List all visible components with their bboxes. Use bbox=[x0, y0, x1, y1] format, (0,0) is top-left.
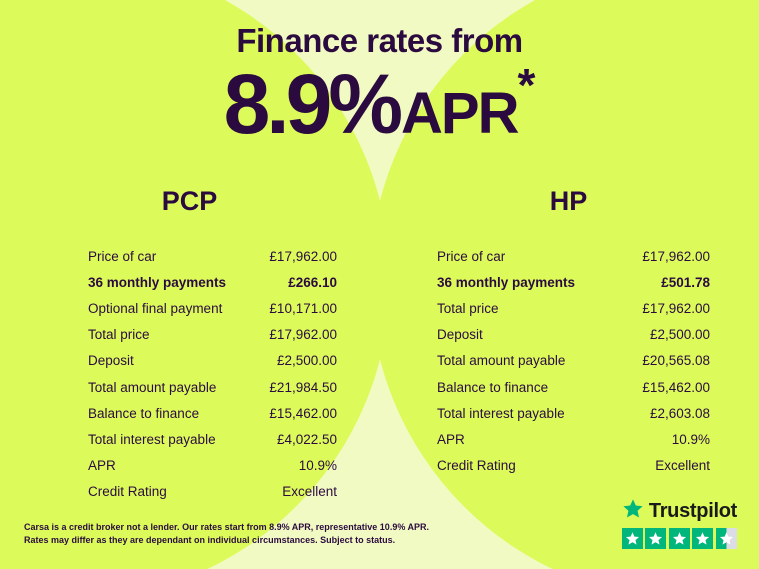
table-row bbox=[88, 453, 337, 479]
table-row bbox=[437, 426, 710, 452]
table-row bbox=[437, 269, 710, 295]
row-value: Excellent bbox=[655, 458, 710, 474]
table-row bbox=[437, 348, 710, 374]
row-value: 10.9% bbox=[671, 431, 710, 447]
table-row bbox=[437, 295, 710, 321]
column-title-pcp: PCP bbox=[161, 186, 218, 216]
row-label: Price of car bbox=[88, 248, 157, 264]
row-label: Balance to finance bbox=[437, 379, 549, 395]
column-title-hp: HP bbox=[549, 186, 588, 216]
row-label: Deposit bbox=[437, 327, 483, 343]
legal-footnote: Carsa is a credit broker not a lender. Our rates start from 8.9% APR, representative 10.9% APR. Rates may differ as they are dependant on individual circumstances. Subject to status. bbox=[24, 521, 429, 545]
table-row bbox=[88, 426, 337, 452]
table-row bbox=[437, 453, 710, 479]
row-label: Total amount payable bbox=[437, 353, 566, 369]
headline-rate-apr: APR bbox=[401, 81, 518, 146]
table-row bbox=[88, 295, 337, 321]
finance-columns bbox=[0, 186, 759, 505]
table-row bbox=[437, 322, 710, 348]
star-icon bbox=[692, 528, 713, 549]
row-label: Price of car bbox=[437, 248, 506, 264]
row-label: Total price bbox=[437, 300, 499, 316]
row-label: Credit Rating bbox=[437, 458, 516, 474]
hp-rows bbox=[379, 243, 758, 479]
row-value: £17,962.00 bbox=[269, 248, 337, 264]
row-value: £15,462.00 bbox=[642, 379, 710, 395]
star-icon bbox=[645, 528, 666, 549]
row-label: Deposit bbox=[88, 353, 134, 369]
row-value: £17,962.00 bbox=[642, 300, 710, 316]
pcp-rows bbox=[0, 243, 379, 505]
trustpilot-stars bbox=[622, 528, 737, 549]
trustpilot-brand bbox=[622, 498, 737, 524]
row-label: Total interest payable bbox=[88, 431, 216, 447]
finance-column-hp bbox=[379, 186, 758, 505]
table-row bbox=[88, 479, 337, 505]
row-value: £20,565.08 bbox=[642, 353, 710, 369]
row-value: £2,500.00 bbox=[649, 327, 710, 343]
row-value: £266.10 bbox=[288, 274, 337, 290]
finance-column-pcp bbox=[0, 186, 379, 505]
row-label: APR bbox=[437, 431, 465, 447]
row-value: £21,984.50 bbox=[269, 379, 337, 395]
row-value: £2,500.00 bbox=[276, 353, 337, 369]
row-value: £17,962.00 bbox=[269, 327, 337, 343]
table-row bbox=[437, 243, 710, 269]
row-value: £501.78 bbox=[661, 274, 710, 290]
table-row bbox=[437, 374, 710, 400]
star-half-icon bbox=[716, 528, 737, 549]
row-label: Total price bbox=[88, 327, 150, 343]
star-icon bbox=[669, 528, 690, 549]
row-value: £2,603.08 bbox=[649, 405, 710, 421]
star-icon bbox=[622, 528, 643, 549]
table-row bbox=[88, 400, 337, 426]
row-value: £4,022.50 bbox=[276, 431, 337, 447]
row-label: Optional final payment bbox=[88, 300, 223, 316]
row-value: 10.9% bbox=[298, 458, 337, 474]
table-row bbox=[88, 243, 337, 269]
trustpilot-wordmark: Trustpilot bbox=[648, 499, 737, 522]
headline-rate-number: 8.9% bbox=[223, 57, 400, 151]
headline-rate bbox=[0, 57, 759, 151]
headline-rate-asterisk: * bbox=[517, 59, 536, 111]
table-row bbox=[437, 400, 710, 426]
table-row bbox=[88, 322, 337, 348]
table-row bbox=[88, 269, 337, 295]
page-title: Finance rates from bbox=[236, 22, 523, 59]
row-value: £17,962.00 bbox=[642, 248, 710, 264]
row-label: Credit Rating bbox=[88, 484, 167, 500]
table-row bbox=[88, 374, 337, 400]
row-label: Total interest payable bbox=[437, 405, 565, 421]
row-value: Excellent bbox=[282, 484, 337, 500]
row-label: Total amount payable bbox=[88, 379, 217, 395]
table-row bbox=[88, 348, 337, 374]
trustpilot-rating bbox=[622, 498, 737, 549]
row-label: 36 monthly payments bbox=[88, 274, 227, 290]
trustpilot-star-icon bbox=[622, 498, 644, 524]
row-value: £10,171.00 bbox=[269, 300, 337, 316]
row-label: Balance to finance bbox=[88, 405, 200, 421]
row-label: 36 monthly payments bbox=[437, 274, 576, 290]
row-value: £15,462.00 bbox=[269, 405, 337, 421]
row-label: APR bbox=[88, 458, 116, 474]
